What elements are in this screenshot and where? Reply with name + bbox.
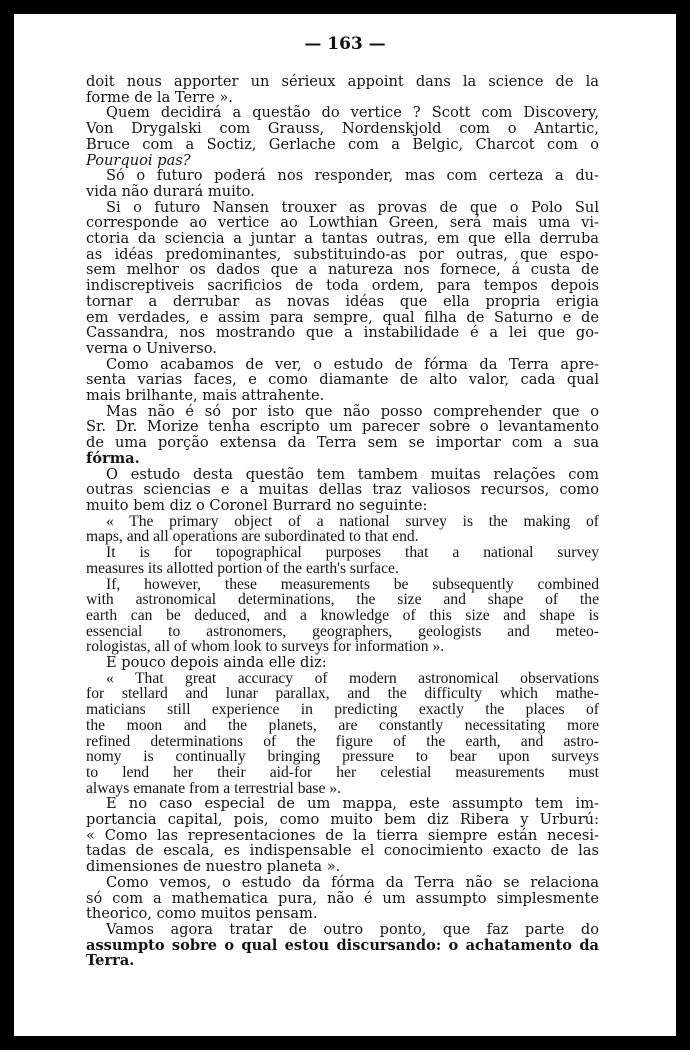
text-line: essencial to astronomers, geographers, geologists and meteo- [86, 622, 599, 640]
text-line: de uma porção extensa da Terra sem se importar com a sua [86, 434, 599, 452]
text-line: O estudo desta questão tem tambem muitas relações com [106, 465, 599, 483]
text-line: rologistas, all of whom look to surveys for information ». [86, 638, 445, 656]
text-line: Sr. Dr. Morize tenha escripto um parecer sobre o levantamento [86, 418, 599, 436]
text-line: maps, and all operations are subordinated to that end. [86, 528, 419, 546]
text-line: só com a mathematica pura, não é um assumpto simplesmente [86, 889, 599, 907]
text-line: as idéas predominantes, substituindo-as por outras, que espo- [86, 245, 599, 263]
text-line: « The primary object of a national survey is the making of [106, 512, 599, 530]
text-line: fórma. [86, 449, 140, 467]
paragraph [86, 467, 599, 514]
text-line: the moon and the planets, are constantly necessitating more [86, 716, 599, 734]
text-line: measures its allotted portion of the earth's surface. [86, 559, 399, 577]
text-line: earth can be deduced, and a knowledge of this size and shape is [86, 606, 599, 624]
text-line: ctoria da sciencia a juntar a tantas outras, em que ella derruba [86, 230, 599, 248]
text-line: « Como las representaciones de la tierra siempre están necesi- [86, 826, 599, 844]
text-line: em verdades, e assim para sempre, qual filha de Saturno e de [86, 308, 599, 326]
text-line: If, however, these measurements be subsequently combined [106, 575, 599, 593]
text-line: Como acabamos de ver, o estudo de fórma da Terra apre- [106, 355, 599, 373]
paragraph [86, 200, 599, 357]
paragraph [86, 357, 599, 404]
text-line: dimensiones de nuestro planeta ». [86, 858, 341, 876]
text-line: with astronomical determinations, the size and shape of the [86, 591, 599, 609]
paragraph [86, 922, 599, 969]
text-line: maticians still experience in predicting exactly the places of [86, 701, 599, 719]
quotation-english [86, 671, 599, 797]
text-line: vida não durará muito. [86, 182, 255, 200]
paragraph [86, 875, 599, 922]
text-line: Vamos agora tratar de outro ponto, que faz parte do [106, 920, 599, 938]
paragraph [86, 655, 599, 671]
text-line: Terra. [86, 952, 135, 970]
text-line: Pourquoi pas? [86, 151, 191, 169]
text-line: nomy is continually bringing pressure to bear upon surveys [86, 748, 599, 766]
text-line: senta varias faces, e como diamante de alto valor, cada qual [86, 371, 599, 389]
text-line: tornar a derrubar as novas idéas que ella propria erigia [86, 292, 599, 310]
paragraph [86, 168, 599, 199]
text-line: outras sciencias e a muitas dellas traz valiosos recursos, como [86, 481, 599, 499]
text-line: sem melhor os dados que a natureza nos fornece, á custa de [86, 261, 599, 279]
page-number: — 163 — [304, 34, 386, 54]
text-line: Quem decidirá a questão do vertice ? Scott com Discovery, [106, 104, 599, 122]
text-line: E no caso especial de um mappa, este assumpto tem im- [106, 795, 599, 813]
text-line: Como vemos, o estudo da fórma da Terra não se relaciona [106, 873, 599, 891]
text-line: verna o Universo. [86, 339, 217, 357]
text-line: theorico, como muitos pensam. [86, 905, 318, 923]
text-line: doit nous apporter un sérieux appoint dans la science de la [86, 73, 599, 90]
text-line: refined determinations of the figure of the earth, and astro- [86, 732, 599, 750]
text-line: indiscreptiveis sacrificios de toda ordem, para tempos depois [86, 277, 599, 295]
text-line: for stellard and lunar parallax, and the difficulty which mathe- [86, 685, 599, 703]
text-line: to lend her their aid-for her celestial measurements must [86, 763, 599, 781]
text-line: muito bem diz o Coronel Burrard no seguinte: [86, 496, 428, 514]
text-line: Cassandra, nos mostrando que a instabilidade é a lei que go- [86, 324, 599, 342]
text-line: Si o futuro Nansen trouxer as provas de que o Polo Sul [106, 198, 599, 216]
text-line: E pouco depois ainda elle diz: [106, 654, 327, 672]
text-line: It is for topographical purposes that a national survey [106, 544, 599, 562]
text-line: Von Drygalski com Grauss, Nordenskjold com o Antartic, [86, 120, 599, 138]
text-line: portancia capital, pois, como muito bem diz Ribera y Urburú: [86, 811, 599, 829]
book-page [14, 14, 676, 1036]
body-text [86, 74, 599, 969]
paragraph [86, 404, 599, 467]
text-line: corresponde ao vertice ao Lowthian Green, será mais uma vi- [86, 214, 599, 232]
text-line: mais brilhante, mais attrahente. [86, 387, 325, 405]
paragraph [86, 796, 599, 875]
text-line: Só o futuro poderá nos responder, mas com certeza a du- [106, 167, 599, 185]
text-line: tadas de escala, es indispensable el conocimiento exacto de las [86, 842, 599, 860]
text-line: Mas não é só por isto que não posso comprehender que o [106, 402, 599, 420]
quotation-english [86, 514, 599, 655]
paragraph [86, 105, 599, 168]
paragraph [86, 74, 599, 105]
text-line: assumpto sobre o qual estou discursando: o achatamento da [86, 936, 599, 954]
text-line: Bruce com a Soctiz, Gerlache com a Belgic, Charcot com o [86, 135, 599, 153]
text-line: « That great accuracy of modern astronomical observations [106, 669, 599, 687]
text-line: forme de la Terre ». [86, 88, 233, 106]
text-line: always emanate from a terrestrial base ». [86, 779, 342, 797]
